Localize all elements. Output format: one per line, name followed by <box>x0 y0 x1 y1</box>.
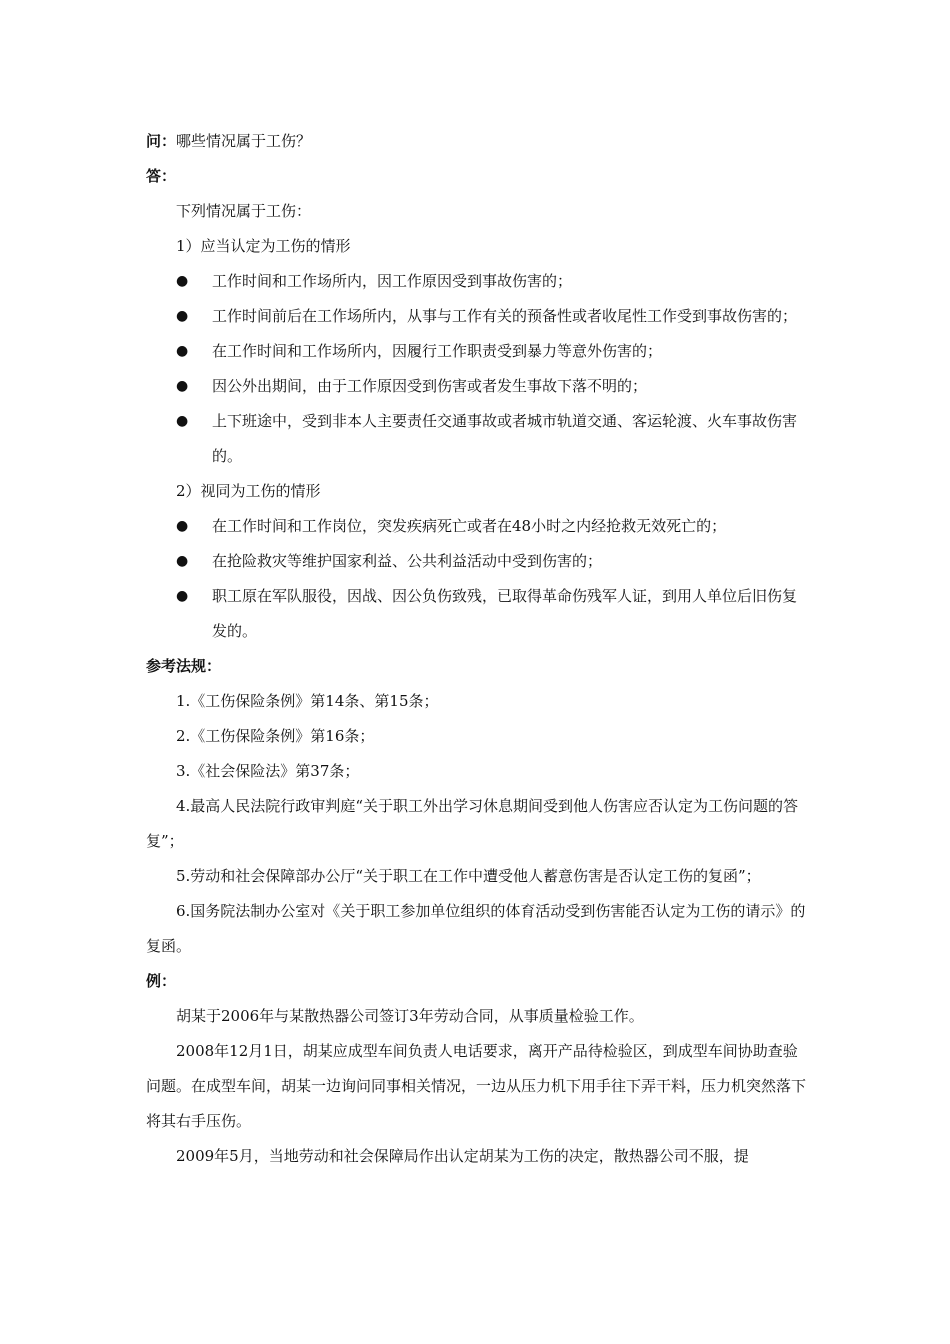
list-item <box>146 369 811 404</box>
bullet-icon: ● <box>176 273 189 289</box>
list-item-text: 在抢险救灾等维护国家利益、公共利益活动中受到伤害的； <box>212 552 603 570</box>
laws-label: 参考法规： <box>146 657 222 675</box>
question-text: 哪些情况属于工伤？ <box>176 132 312 150</box>
law-item: 5.劳动和社会保障部办公厅“关于职工在工作中遭受他人蓄意伤害是否认定工伤的复函”； <box>176 867 761 885</box>
list-item <box>146 509 811 544</box>
bullet-icon: ● <box>176 378 189 394</box>
example-paragraph: 胡某于2006年与某散热器公司签订3年劳动合同，从事质量检验工作。 <box>176 1007 644 1025</box>
example-paragraph: 2008年12月1日，胡某应成型车间负责人电话要求，离开产品待检验区，到成型车间协助查验问题。在成型车间，胡某一边询问同事相关情况，一边从压力机下用手往下弄干料，压力机突然落下将其右手压伤。 <box>146 1042 807 1130</box>
list-item-text: 职工原在军队服役，因战、因公负伤致残，已取得革命伤残军人证，到用人单位后旧伤复发的。 <box>212 587 798 640</box>
list-item <box>146 404 811 474</box>
example-paragraph: 2009年5月，当地劳动和社会保障局作出认定胡某为工伤的决定，散热器公司不服，提 <box>176 1147 749 1165</box>
section2-title: 2）视同为工伤的情形 <box>176 482 321 500</box>
list-item-text: 工作时间和工作场所内，因工作原因受到事故伤害的； <box>212 272 573 290</box>
question-label: 问： <box>146 132 177 150</box>
answer-intro: 下列情况属于工伤： <box>176 202 312 220</box>
list-item-text: 因公外出期间，由于工作原因受到伤害或者发生事故下落不明的； <box>212 377 648 395</box>
list-item-text: 工作时间前后在工作场所内，从事与工作有关的预备性或者收尾性工作受到事故伤害的； <box>212 307 798 325</box>
list-item-text: 在工作时间和工作场所内，因履行工作职责受到暴力等意外伤害的； <box>212 342 663 360</box>
document-body <box>146 124 811 1174</box>
law-item: 1.《工伤保险条例》第14条、第15条； <box>176 692 439 710</box>
law-item: 2.《工伤保险条例》第16条； <box>176 727 375 745</box>
bullet-icon: ● <box>176 343 189 359</box>
bullet-icon: ● <box>176 308 189 324</box>
list-item <box>146 544 811 579</box>
example-label: 例： <box>146 972 177 990</box>
section1-title: 1）应当认定为工伤的情形 <box>176 237 351 255</box>
law-item: 6.国务院法制办公室对《关于职工参加单位组织的体育活动受到伤害能否认定为工伤的请示》的复函。 <box>146 902 806 955</box>
list-item <box>146 264 811 299</box>
law-item: 3.《社会保险法》第37条； <box>176 762 360 780</box>
law-item: 4.最高人民法院行政审判庭“关于职工外出学习休息期间受到他人伤害应否认定为工伤问题的答复”； <box>146 797 798 850</box>
list-item-text: 在工作时间和工作岗位，突发疾病死亡或者在48小时之内经抢救无效死亡的； <box>212 517 727 535</box>
bullet-icon: ● <box>176 413 189 429</box>
question-line <box>146 124 811 159</box>
list-item-text: 上下班途中，受到非本人主要责任交通事故或者城市轨道交通、客运轮渡、火车事故伤害的。 <box>212 412 798 465</box>
list-item <box>146 579 811 649</box>
bullet-icon: ● <box>176 553 189 569</box>
bullet-icon: ● <box>176 588 189 604</box>
bullet-icon: ● <box>176 518 189 534</box>
answer-label: 答： <box>146 167 177 185</box>
list-item <box>146 299 811 334</box>
list-item <box>146 334 811 369</box>
